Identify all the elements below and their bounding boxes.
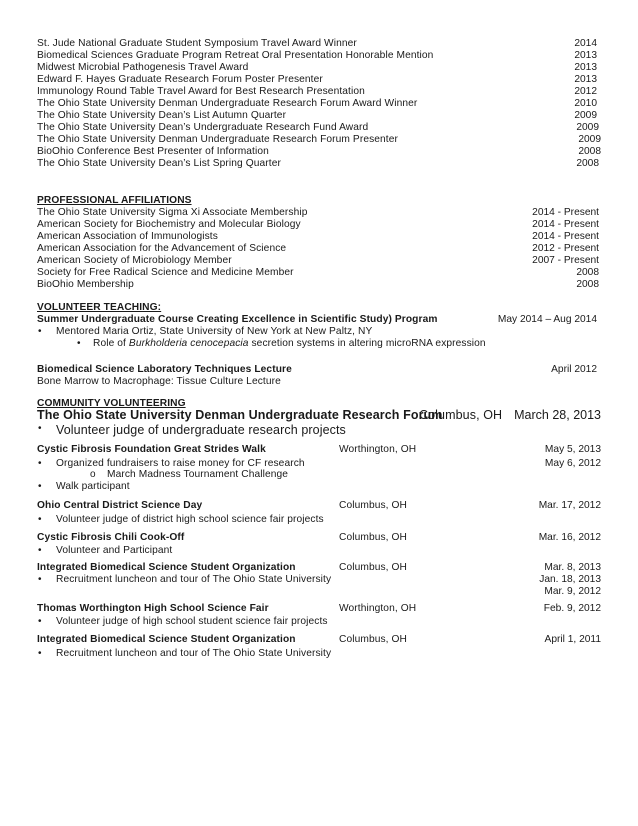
event-title: Cystic Fibrosis Chili Cook-Off <box>37 532 185 543</box>
bullet-icon: • <box>38 574 42 585</box>
species-name: Burkholderia cenocepacia <box>128 338 249 349</box>
affiliation-year: 2014 - Present <box>532 231 599 242</box>
award-year: 2009 <box>576 122 599 133</box>
course-dates: May 2014 – Aug 2014 <box>497 314 597 325</box>
lecture-subtitle: Bone Marrow to Macrophage: Tissue Culture Lecture <box>37 376 281 387</box>
sub-bullet-suffix: secretion systems in altering microRNA expression <box>248 338 486 349</box>
sub-bullet-text: March Madness Tournament Challenge <box>107 469 289 480</box>
award-text: The Ohio State University Denman Undergraduate Research Forum Presenter <box>37 134 398 145</box>
award-text: Immunology Round Table Travel Award for Best Research Presentation <box>37 86 365 97</box>
affiliation-year: 2008 <box>576 279 599 290</box>
event-location: Columbus, OH <box>339 562 408 573</box>
bullet-text: Volunteer judge of undergraduate research projects <box>56 423 346 437</box>
event-location: Columbus, OH <box>339 532 408 543</box>
sub-bullet-text <box>93 338 486 349</box>
award-text: Edward F. Hayes Graduate Research Forum Poster Presenter <box>37 74 323 85</box>
event-title: Ohio Central District Science Day <box>37 500 203 511</box>
award-text: BioOhio Conference Best Presenter of Information <box>37 146 269 157</box>
bullet-text: Recruitment luncheon and tour of The Ohio State University <box>56 574 332 585</box>
affiliation-text: BioOhio Membership <box>37 279 134 290</box>
section-heading: PROFESSIONAL AFFILIATIONS <box>37 195 192 206</box>
affiliation-year: 2012 - Present <box>532 243 599 254</box>
award-text: The Ohio State University Dean’s List Spring Quarter <box>37 158 281 169</box>
bullet-text: Volunteer judge of high school student science fair projects <box>56 616 328 627</box>
bullet-text: Walk participant <box>56 481 130 492</box>
bullet-text: Organized fundraisers to raise money for CF research <box>56 458 305 469</box>
event-title: Integrated Biomedical Science Student Organization <box>37 634 296 645</box>
affiliation-text: American Society for Biochemistry and Molecular Biology <box>37 219 301 230</box>
award-year: 2013 <box>574 50 597 61</box>
event-date: May 5, 2013 <box>544 444 601 455</box>
affiliation-year: 2008 <box>576 267 599 278</box>
affiliation-year: 2014 - Present <box>532 207 599 218</box>
award-year: 2012 <box>574 86 597 97</box>
event-title: The Ohio State University Denman Undergraduate Research Forum <box>37 408 443 422</box>
affiliation-text: American Society of Microbiology Member <box>37 255 232 266</box>
event-date: March 28, 2013 <box>514 408 601 422</box>
event-location: Columbus, OH <box>419 408 503 422</box>
affiliation-year: 2014 - Present <box>532 219 599 230</box>
award-text: The Ohio State University Dean’s Undergraduate Research Fund Award <box>37 122 369 133</box>
sub-bullet-icon: o <box>90 469 96 480</box>
bullet-icon: • <box>38 458 42 469</box>
event-date: May 6, 2012 <box>544 458 601 469</box>
event-date: Jan. 18, 2013 <box>539 574 601 585</box>
event-date: Mar. 16, 2012 <box>538 532 601 543</box>
event-title: Thomas Worthington High School Science Fair <box>37 603 269 614</box>
award-year: 2008 <box>576 158 599 169</box>
section-heading: VOLUNTEER TEACHING: <box>37 302 162 313</box>
award-text: Biomedical Sciences Graduate Program Retreat Oral Presentation Honorable Mention <box>37 50 434 61</box>
bullet-text: Mentored Maria Ortiz, State University of New York at New Paltz, NY <box>56 326 373 337</box>
award-year: 2009 <box>578 134 601 145</box>
event-date: Mar. 17, 2012 <box>538 500 601 511</box>
sub-bullet-prefix: Role of <box>93 338 129 349</box>
award-year: 2013 <box>574 62 597 73</box>
bullet-icon: • <box>38 326 42 337</box>
affiliation-text: American Association of Immunologists <box>37 231 218 242</box>
affiliation-text: The Ohio State University Sigma Xi Associate Membership <box>37 207 308 218</box>
award-year: 2014 <box>574 38 597 49</box>
event-location: Columbus, OH <box>339 500 408 511</box>
award-year: 2013 <box>574 74 597 85</box>
bullet-icon: • <box>38 423 42 434</box>
event-date: April 1, 2011 <box>544 634 601 645</box>
award-text: The Ohio State University Denman Undergraduate Research Forum Award Winner <box>37 98 418 109</box>
bullet-icon: • <box>38 648 42 659</box>
event-title: Cystic Fibrosis Foundation Great Strides Walk <box>37 444 266 455</box>
event-date: Feb. 9, 2012 <box>543 603 601 614</box>
award-year: 2010 <box>574 98 597 109</box>
affiliation-year: 2007 - Present <box>532 255 599 266</box>
bullet-icon: • <box>38 481 42 492</box>
award-year: 2008 <box>578 146 601 157</box>
event-location: Columbus, OH <box>339 634 408 645</box>
event-location: Worthington, OH <box>339 444 417 455</box>
event-title: Integrated Biomedical Science Student Organization <box>37 562 296 573</box>
event-location: Worthington, OH <box>339 603 417 614</box>
award-text: The Ohio State University Dean’s List Autumn Quarter <box>37 110 287 121</box>
bullet-icon: • <box>38 545 42 556</box>
lecture-date: April 2012 <box>551 364 597 375</box>
section-heading: COMMUNITY VOLUNTEERING <box>37 398 186 409</box>
award-text: St. Jude National Graduate Student Symposium Travel Award Winner <box>37 38 357 49</box>
affiliation-text: American Association for the Advancement of Science <box>37 243 287 254</box>
award-text: Midwest Microbial Pathogenesis Travel Award <box>37 62 249 73</box>
bullet-text: Recruitment luncheon and tour of The Ohio State University <box>56 648 332 659</box>
bullet-icon: • <box>38 616 42 627</box>
affiliation-text: Society for Free Radical Science and Medicine Member <box>37 267 294 278</box>
event-date: Mar. 9, 2012 <box>544 586 601 597</box>
event-date: Mar. 8, 2013 <box>544 562 601 573</box>
course-title: Summer Undergraduate Course Creating Excellence in Scientific Study) Program <box>37 314 438 325</box>
bullet-icon: • <box>38 514 42 525</box>
bullet-text: Volunteer judge of district high school science fair projects <box>56 514 324 525</box>
lecture-title: Biomedical Science Laboratory Techniques Lecture <box>37 364 292 375</box>
bullet-text: Volunteer and Participant <box>56 545 173 556</box>
bullet-icon: • <box>77 338 81 349</box>
award-year: 2009 <box>574 110 597 121</box>
